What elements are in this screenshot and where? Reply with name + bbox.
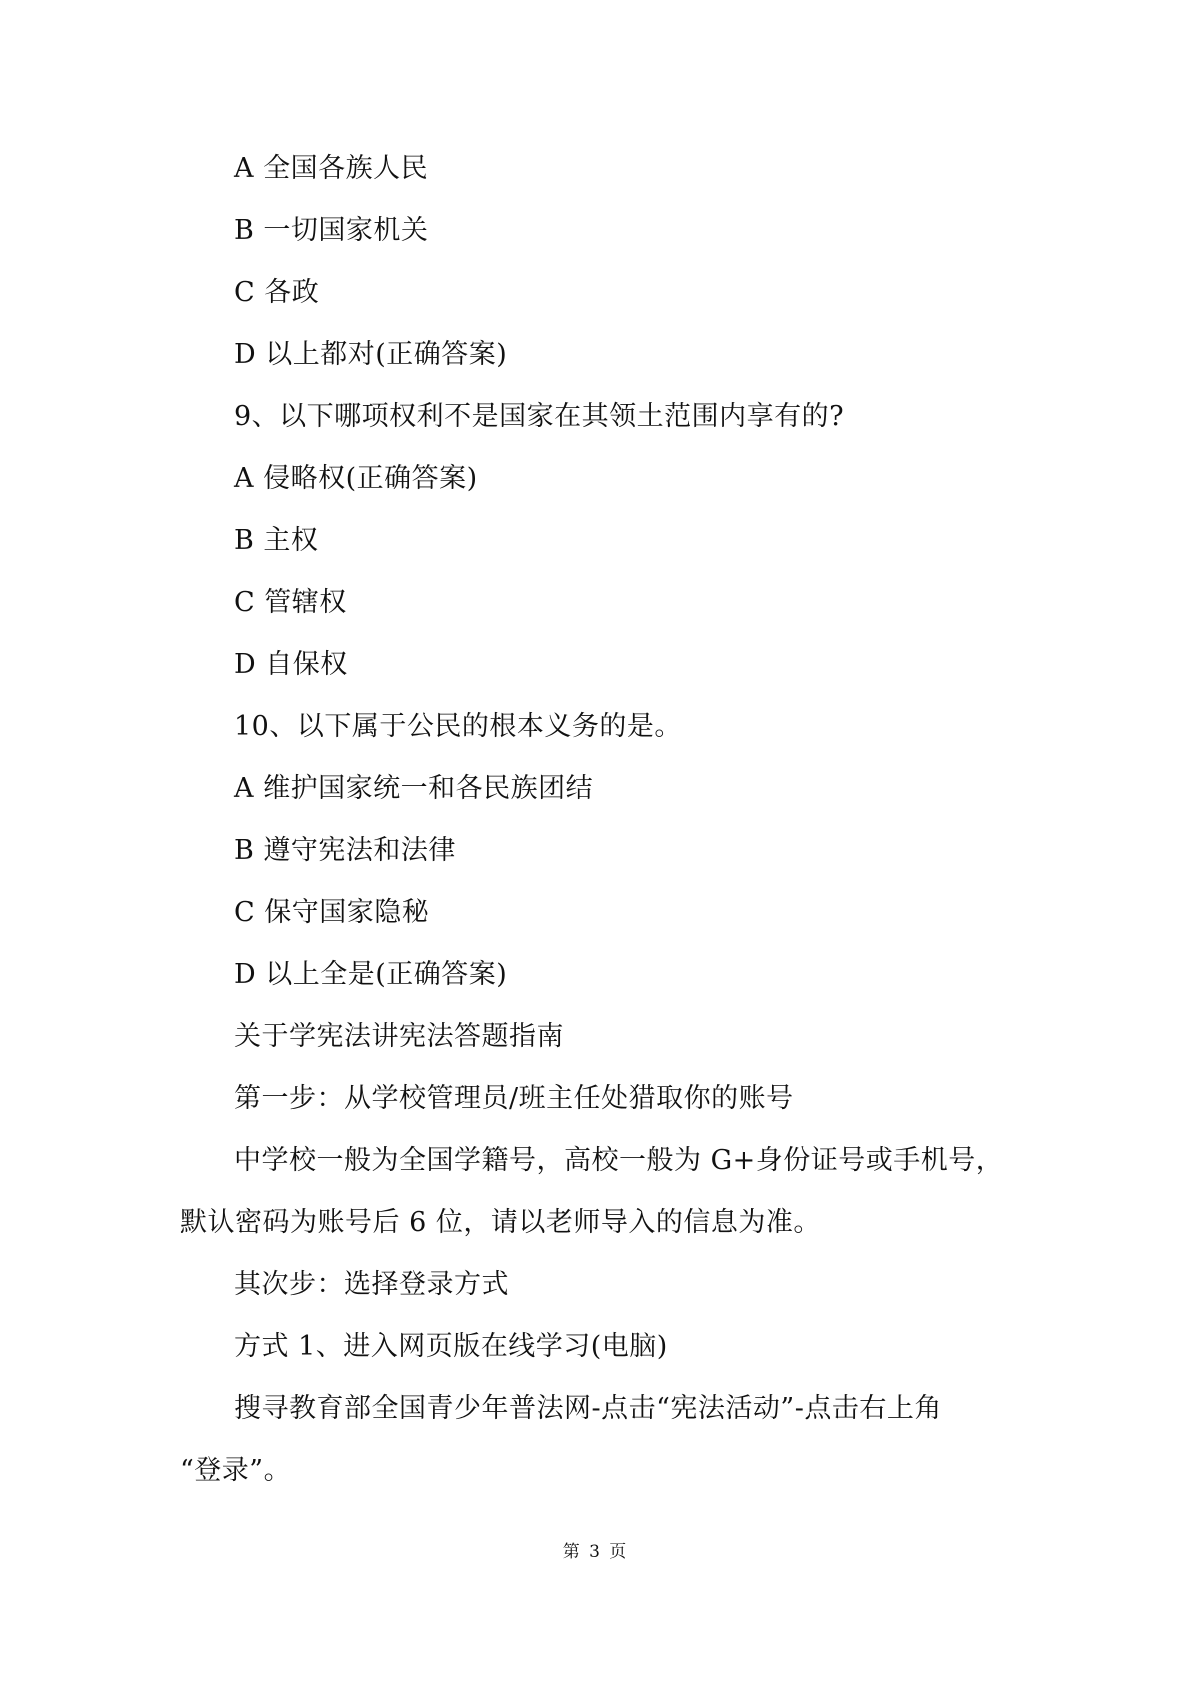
guide-heading: 关于学宪法讲宪法答题指南 xyxy=(234,1021,564,1052)
step-two-text: 其次步：选择登录方式 xyxy=(234,1269,509,1300)
option-d-text: D 以上全是(正确答案) xyxy=(234,959,508,990)
option-c-text: C 保守国家隐秘 xyxy=(234,897,430,928)
option-d-text: D 自保权 xyxy=(234,649,348,680)
option-a-text: A 维护国家统一和各民族团结 xyxy=(234,773,594,804)
option-b-text: B 遵守宪法和法律 xyxy=(234,835,456,866)
instructions-continuation: “登录”。 xyxy=(180,1455,292,1486)
option-a-text: A 侵略权(正确答案) xyxy=(234,463,478,494)
question-10: 10、以下属于公民的根本义务的是。 xyxy=(234,711,682,742)
account-info-continuation: 默认密码为账号后 6 位，请以老师导入的信息为准。 xyxy=(180,1207,821,1238)
option-c-text: C 各政 xyxy=(234,277,320,308)
step-one-text: 第一步：从学校管理员/班主任处猎取你的账号 xyxy=(234,1083,794,1114)
question-9: 9、以下哪项权利不是国家在其领土范围内享有的? xyxy=(234,401,845,432)
option-b-text: B 一切国家机关 xyxy=(234,215,429,246)
account-info-paragraph: 中学校一般为全国学籍号，高校一般为 G+身份证号或手机号， xyxy=(234,1145,1004,1176)
option-d-text: D 以上都对(正确答案) xyxy=(234,339,508,370)
page-number: 第 3 页 xyxy=(562,1542,629,1562)
instructions-paragraph: 搜寻教育部全国青少年普法网-点击“宪法活动”-点击右上角 xyxy=(234,1393,942,1424)
option-a-text: A 全国各族人民 xyxy=(234,153,429,184)
method-one-text: 方式 1、进入网页版在线学习(电脑) xyxy=(234,1331,668,1362)
option-c-text: C 管辖权 xyxy=(234,587,347,618)
option-b-text: B 主权 xyxy=(234,525,319,556)
